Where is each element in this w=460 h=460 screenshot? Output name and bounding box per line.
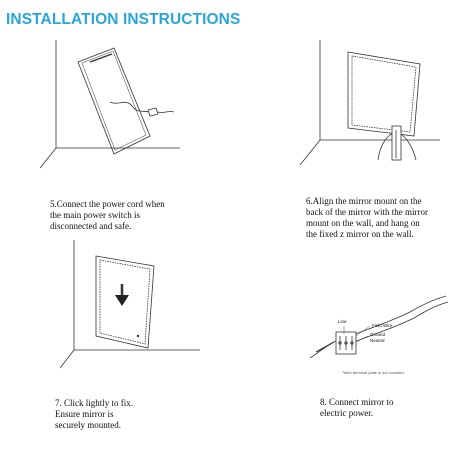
step6-caption: 6.Align the mirror mount on the back of the mirror with the mirror mount on the wall, and hang on the fixed z mirror on the wall. xyxy=(306,196,428,239)
step8-wiring-illustration xyxy=(310,292,450,380)
step5-caption: 5.Connect the power cord when the main power switch is disconnected and safe. xyxy=(50,199,165,231)
step7-illustration xyxy=(60,240,200,370)
wire-terminal-note: *Wire terminal plate is not included. xyxy=(342,370,405,375)
page-title: INSTALLATION INSTRUCTIONS xyxy=(6,11,241,28)
step7-caption: 7. Click lightly to fix. Ensure mirror is securely mounted. xyxy=(55,398,133,430)
step5-illustration xyxy=(40,40,180,170)
step6-illustration xyxy=(300,40,440,175)
step8-caption: 8. Connect mirror to electric power. xyxy=(320,397,394,418)
neutral-label: Neutral xyxy=(370,338,385,343)
ground-label: Ground xyxy=(370,332,386,337)
field-wire-label: Field Wire xyxy=(372,323,393,328)
line-label: Line xyxy=(338,319,347,324)
